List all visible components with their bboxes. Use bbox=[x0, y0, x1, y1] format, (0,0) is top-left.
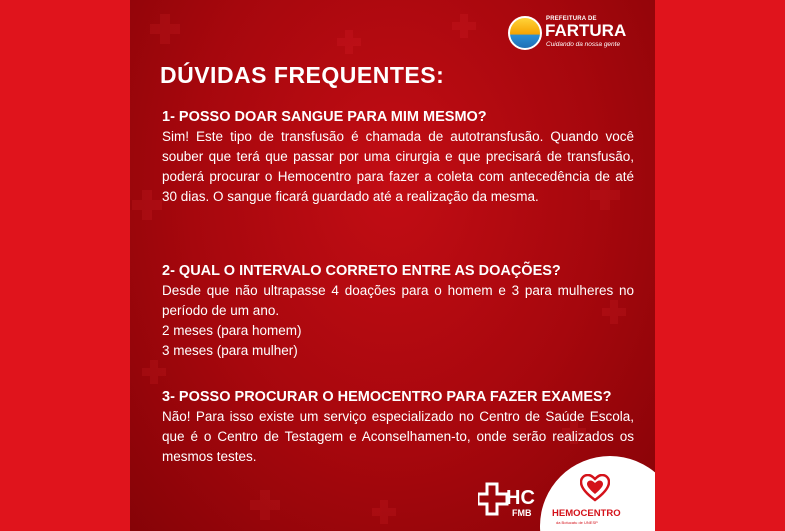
logo-prefix: PREFEITURA DE bbox=[546, 16, 597, 22]
faq-answer-line: 2 meses (para homem) bbox=[162, 323, 302, 338]
hc-logo-text: HC bbox=[506, 487, 535, 509]
faq-card bbox=[130, 0, 655, 531]
logo-slogan: Cuidando da nossa gente bbox=[546, 41, 621, 48]
heart-icon bbox=[580, 474, 610, 502]
faq-answer-line: 3 meses (para mulher) bbox=[162, 343, 298, 358]
left-margin bbox=[0, 0, 130, 531]
right-margin bbox=[655, 0, 785, 531]
faq-answer: Sim! Este tipo de transfusão é chamada de autotransfusão. Quando você souber que terá que passar por uma cirurgia e que precisará de transfusão, poderá procurar o Hemocentro para fazer a coleta com antecedência de até 30 dias. O sangue ficará guardado até a realização da mesma. bbox=[162, 129, 634, 204]
faq-question: 1- POSSO DOAR SANGUE PARA MIM MESMO? bbox=[162, 109, 487, 125]
logo-city-name: FARTURA bbox=[545, 21, 627, 40]
faq-answer: Não! Para isso existe um serviço especializado no Centro de Saúde Escola, que é o Centro de Testagem e Aconselhamen-to, onde serão realizados os mesmos testes. bbox=[162, 409, 634, 464]
sun-emblem-icon bbox=[508, 16, 542, 50]
prefeitura-fartura-logo bbox=[508, 14, 638, 54]
faq-answer: Desde que não ultrapasse 4 doações para o homem e 3 para mulheres no período de um ano. bbox=[162, 283, 634, 318]
faq-item-1 bbox=[162, 108, 634, 207]
faq-question: 2- QUAL O INTERVALO CORRETO ENTRE AS DOAÇÕES? bbox=[162, 263, 561, 279]
faq-item-2 bbox=[162, 262, 634, 361]
hemocentro-subtitle: da Botucatu de UNESP bbox=[556, 520, 598, 525]
page-title: DÚVIDAS FREQUENTES: bbox=[160, 62, 445, 88]
hc-logo-sub: FMB bbox=[512, 508, 532, 518]
hc-fmb-logo bbox=[478, 480, 538, 522]
faq-item-3 bbox=[162, 388, 634, 467]
faq-question: 3- POSSO PROCURAR O HEMOCENTRO PARA FAZER EXAMES? bbox=[162, 389, 612, 405]
hemocentro-name: HEMOCENTRO bbox=[552, 508, 621, 519]
